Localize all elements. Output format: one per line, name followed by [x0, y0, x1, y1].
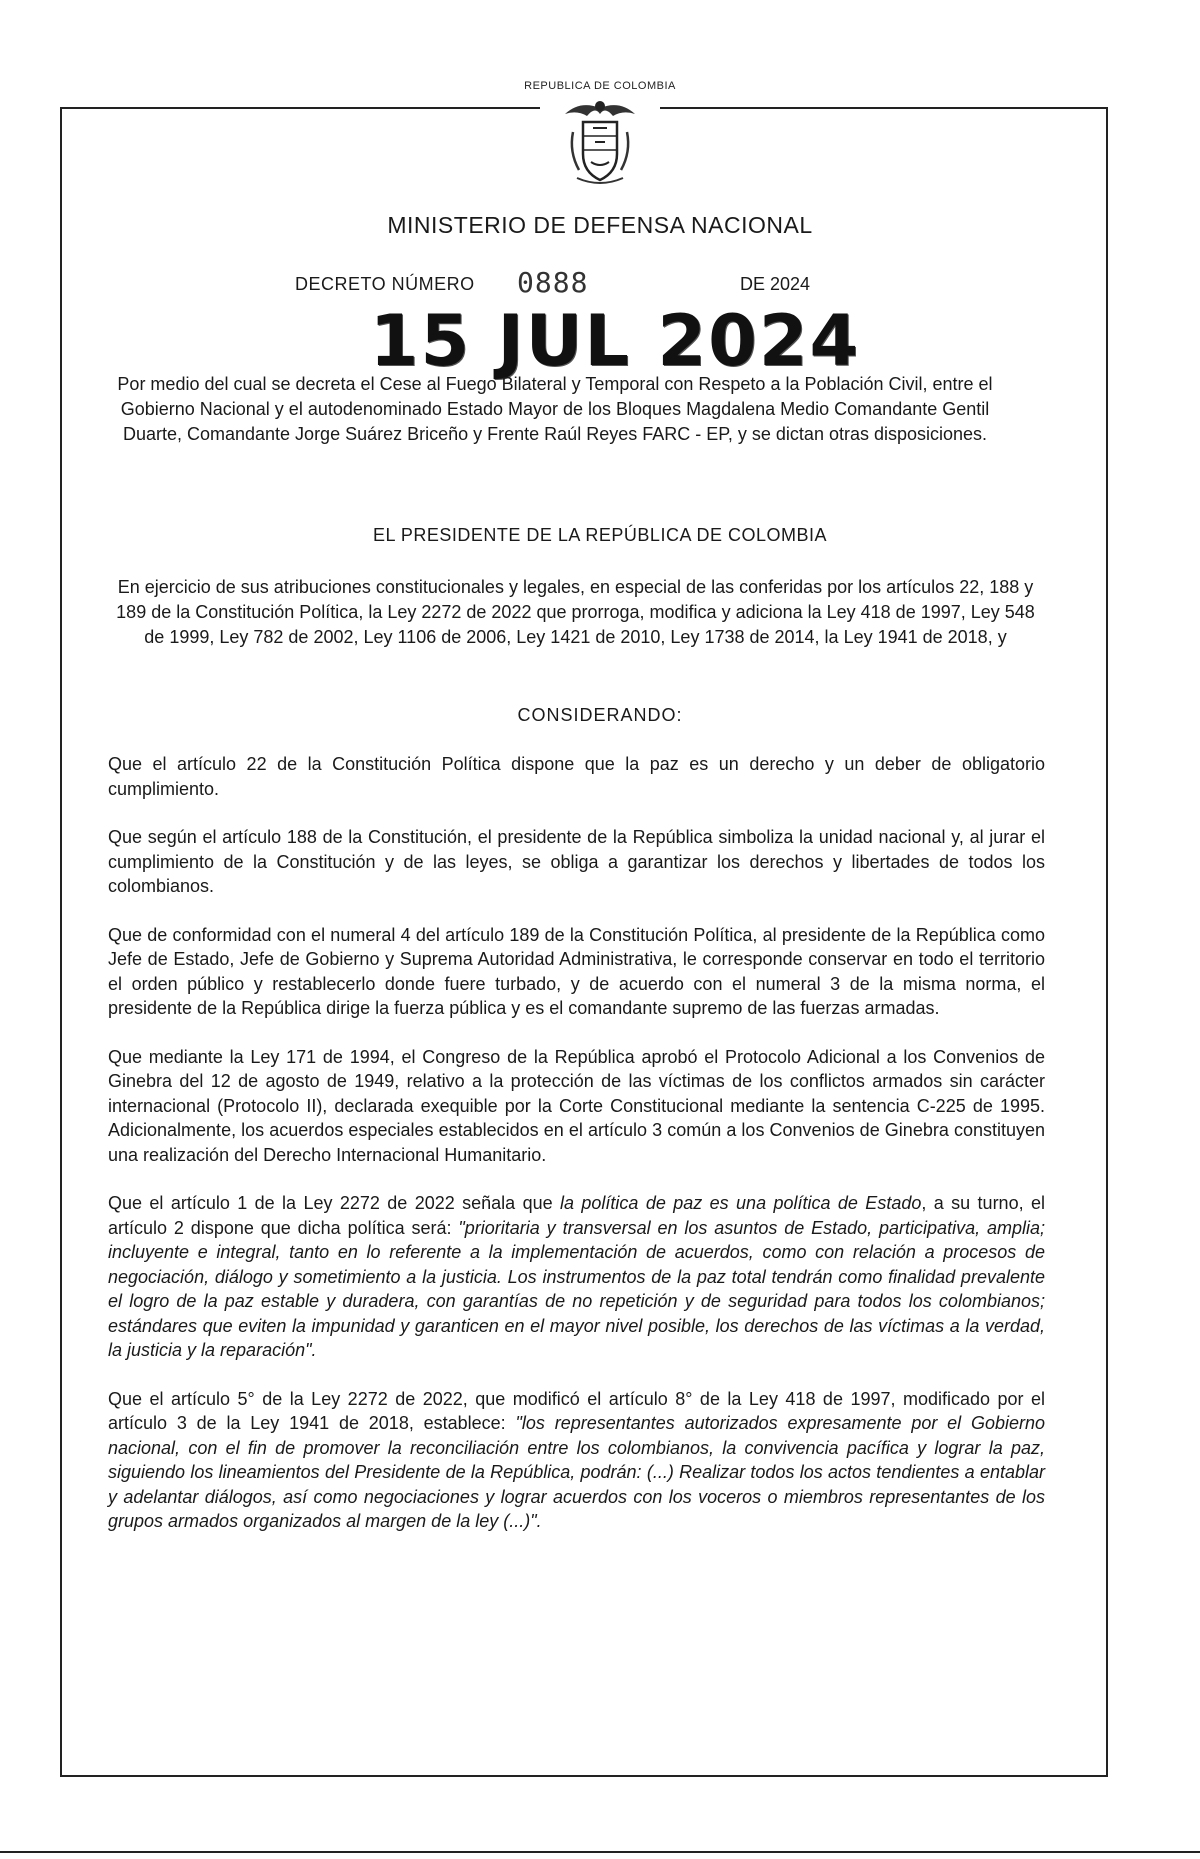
intro-paragraph: En ejercicio de sus atribuciones constitucionales y legales, en especial de las conferidas por los artículos 22, 188 y 189 de la Constitución Política, la Ley 2272 de 2022 que prorroga, modifica y adiciona la Ley 418 de 1997, Ley 548 de 1999, Ley 782 de 2002, Ley 1106 de 2006, Ley 1421 de 2010, Ley 1738 de 2014, la Ley 1941 de 2018, y — [116, 577, 1035, 647]
considerations-body — [108, 752, 1045, 1558]
decree-summary: Por medio del cual se decreta el Cese al Fuego Bilateral y Temporal con Respeto a la Población Civil, entre el Gobierno Nacional y el autodenominado Estado Mayor de los Bloques Magdalena Medio Comandante Gentil Duarte, Comandante Jorge Suárez Briceño y Frente Raúl Reyes FARC - EP, y se dictan otras disposiciones. — [117, 374, 993, 444]
paragraph-5-quote-a: la política de paz es una política de Estado — [560, 1193, 922, 1213]
paragraph-5-text-a: Que el artículo 1 de la Ley 2272 de 2022 señala que — [108, 1193, 560, 1213]
bottom-rule — [0, 1851, 1200, 1853]
paragraph-6-text: Que el artículo 5° de la Ley 2272 de 2022, que modificó el artículo 8° de la Ley 418 de 1997, modificado por el artículo 3 de la Ley 1941 de 2018, establece: — [108, 1388, 1045, 1433]
decree-number: 0888 — [517, 266, 589, 299]
decree-year: DE 2024 — [740, 274, 811, 294]
considering-heading: CONSIDERANDO: — [517, 705, 683, 725]
paragraph-6-quote: "los representantes autorizados expresamente por el Gobierno nacional, con el fin de promover la reconciliación entre los colombianos, la convivencia pacífica y lograr la paz, siguiendo los lineamientos del Presidente de la República, podrán: (...) Realizar todos los actos tendientes a entablar y adelantar diálogos, así como negociaciones y lograr acuerdos con los voceros o miembros representantes de los grupos armados organizados al margen de la ley (...)". — [108, 1413, 1045, 1531]
paragraph-5 — [108, 1191, 1045, 1363]
paragraph-1: Que el artículo 22 de la Constitución Política dispone que la paz es un derecho y un deber de obligatorio cumplimiento. — [108, 754, 1045, 799]
ministry-title: MINISTERIO DE DEFENSA NACIONAL — [387, 212, 813, 238]
country-header: REPUBLICA DE COLOMBIA — [524, 80, 676, 92]
decree-label: DECRETO NÚMERO — [295, 274, 475, 294]
coat-of-arms-icon — [555, 92, 645, 192]
date-stamp: 15 JUL 2024 — [369, 300, 861, 382]
paragraph-5-quote-b: "prioritaria y transversal en los asuntos de Estado, participativa, amplia; incluyente e integral, tanto en lo referente a la implementación de acuerdos, como con relación a procesos de negociación, diálogo y sometimiento a la justicia. Los instrumentos de la paz total tendrán como finalidad prevalente el logro de la paz estable y duradera, con garantías de no repetición y de seguridad para todos los colombianos; estándares que eviten la impunidad y garanticen en el mayor nivel posible, los derechos de las víctimas a la verdad, la justicia y la reparación". — [108, 1217, 1045, 1360]
paragraph-6 — [108, 1387, 1045, 1534]
president-heading: EL PRESIDENTE DE LA REPÚBLICA DE COLOMBIA — [373, 525, 827, 545]
paragraph-4: Que mediante la Ley 171 de 1994, el Congreso de la República aprobó el Protocolo Adicional a los Convenios de Ginebra del 12 de agosto de 1949, relativo a la protección de las víctimas de los conflictos armados sin carácter internacional (Protocolo II), declarada exequible por la Corte Constitucional mediante la sentencia C-225 de 1995. Adicionalmente, los acuerdos especiales establecidos en el artículo 3 común a los Convenios de Ginebra constituyen una realización del Derecho Internacional Humanitario. — [108, 1046, 1045, 1165]
paragraph-2: Que según el artículo 188 de la Constitución, el presidente de la República simboliza la unidad nacional y, al jurar el cumplimiento de la Constitución y de las leyes, se obliga a garantizar los derechos y libertades de todos los colombianos. — [108, 827, 1045, 896]
paragraph-3: Que de conformidad con el numeral 4 del artículo 189 de la Constitución Política, al presidente de la República como Jefe de Estado, Jefe de Gobierno y Suprema Autoridad Administrativa, le corresponde conservar en todo el territorio el orden público y restablecerlo donde fuere turbado, y de acuerdo con el numeral 3 de la misma norma, el presidente de la República dirige la fuerza pública y es el comandante supremo de las fuerzas armadas. — [108, 924, 1045, 1018]
paragraph-5-text-b: , a su turno, el artículo 2 dispone que dicha política será: — [108, 1193, 1045, 1238]
